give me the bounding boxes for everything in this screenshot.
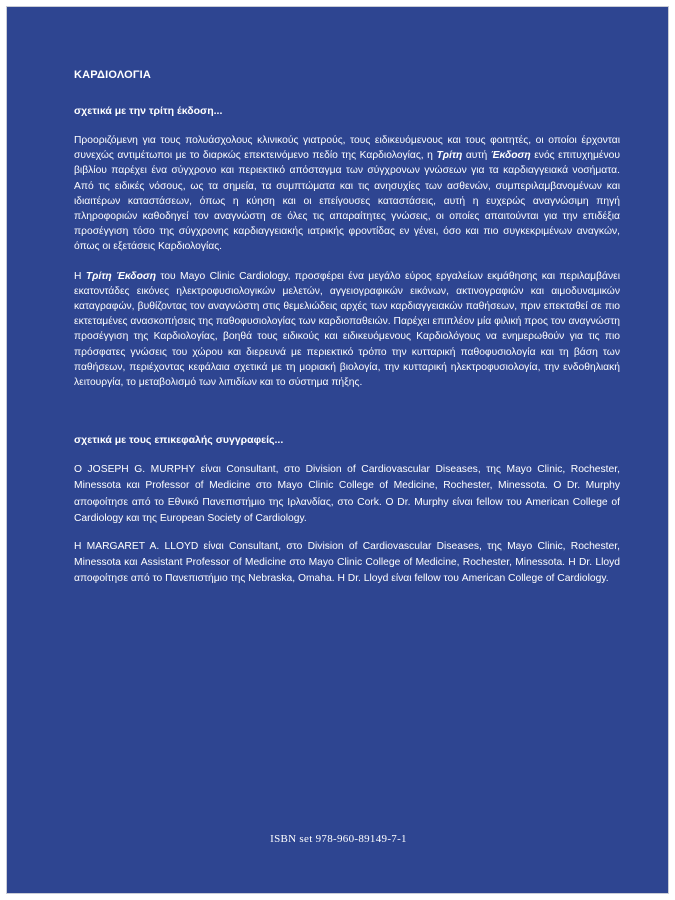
paragraph1-emphasis-edition: Έκδοση — [490, 150, 531, 162]
edition-heading: σχετικά με την τρίτη έκδοση... — [74, 105, 223, 117]
authors-heading: σχετικά με τους επικεφαλής συγγραφείς... — [74, 434, 284, 447]
back-cover — [6, 6, 669, 894]
paragraph1-emphasis-third: Τρίτη — [436, 150, 463, 162]
author-bio-lloyd: Η MARGARET A. LLOYD είναι Consultant, στο Division of Cardiovascular Diseases, της Mayo Clinic, Rochester, Minessota και Assistant Professor of Medicine στο Mayo Clinic College of Medicine, Rochester, Minessota. Η Dr. Lloyd αποφοίτησε από το Πανεπιστήμιο της Nebraska, Omaha. Η Dr. Lloyd είναι fellow του American College of Cardiology. — [74, 541, 620, 585]
paragraph2-text-a: Η — [74, 270, 86, 282]
edition-paragraph-2 — [74, 269, 620, 391]
edition-paragraph-1 — [74, 133, 620, 255]
paragraph2-emphasis: Τρίτη Έκδοση — [85, 270, 156, 282]
paragraph1-text-a: Προοριζόμενη για τους πολυάσχολους κλινικούς γιατρούς, τους ειδικευόμενους και τους φοιτητές, οι οποίοι έρχονται συνεχώς αντιμέτωποι με το διαρκώς επεκτεινόμενο πεδίο της Καρδιολογίας, η — [74, 135, 620, 162]
cover-content — [74, 69, 620, 600]
author-bio-murphy: Ο JOSEPH G. MURPHY είναι Consultant, στο Division of Cardiovascular Diseases, της Mayo Clinic, Rochester, Minessota και Professor of Medicine στο Mayo Clinic College of Medicine, Rochester, Minessota. O Dr. Murphy αποφοίτησε από το Εθνικό Πανεπιστήμιο της Ιρλανδίας, στο Cork. O Dr. Murphy είναι fellow του American College of Cardiology και της European Society of Cardiology. — [74, 464, 620, 524]
paragraph1-text-b: αυτή — [462, 150, 491, 162]
section-spacer — [74, 404, 620, 434]
paragraph2-text-b: του Mayo Clinic Cardiology, προσφέρει ένα μεγάλο εύρος εργαλείων εκμάθησης και περιλαμβάνει εκατοντάδες εικόνες ηλεκτροφυσιολογικών μελετών, αγγειογραφικών εικόνων, ακτινογραφιών και αιμοδυναμικών καταγραφών, βυθίζοντας τον αναγνώστη στις θεμελιώδεις αρχές των καρδιαγγειακών παθήσεων, πριν επεκταθεί σε πιο εκτεταμένες ανασκοπήσεις της παθοφυσιολογίας των καρδιοπαθειών. Παρέχει επιπλέον μία φιλική προς τον αναγνώστη προσέγγιση της Καρδιολογίας, βοηθά τους ειδικούς και ειδικευόμενους Καρδιολόγους να ενημερωθούν για τις πιο πρόσφατες γνώσεις του χώρου και διερευνά με περιεκτικό τρόπο την κυτταρική παθοφυσιολογία και τη βάση των παθήσεων, περιέχοντας κεφάλαια σχετικά με τη μοριακή βιολογία, την κυτταρική ηλεκτροφυσιολογία, την ενδοθηλιακή λειτουργία, το μεταβολισμό των λιπιδίων και το σύστημα πήξης. — [74, 270, 620, 389]
paragraph1-text-c: ενός επιτυχημένου βιβλίου παρέχει ένα σύγχρονο και περιεκτικό απόσταγμα των σύγχρονων γνώσεων για τα καρδιαγγειακά νοσήματα. Από τις ειδικές νόσους, ως τα σημεία, τα συμπτώματα και τις ανησυχίες των ασθενών, συμπεριλαμβανομένων και ιδιαιτέρων καταστάσεων, όπως η κύηση και οι επείγουσες καταστάσεις, αυτή η ευχερώς αναγνώσιμη πηγή πληροφοριών καθοδηγεί τον αναγνώστη σε όλες τις απαραίτητες γνώσεις, οι οποίες απαιτούνται για την επιδέξια προσέγγιση τόσο της σύγχρονης καρδιαγγειακής ιατρικής φροντίδας εν γένει, όσο και πιο συγκεκριμένων αναγκών, όπως οι εξετάσεις Καρδιολογίας. — [74, 150, 620, 253]
book-title: ΚΑΡΔΙΟΛΟΓΙΑ — [74, 69, 152, 81]
isbn-number: ISBN set 978-960-89149-7-1 — [270, 833, 407, 845]
